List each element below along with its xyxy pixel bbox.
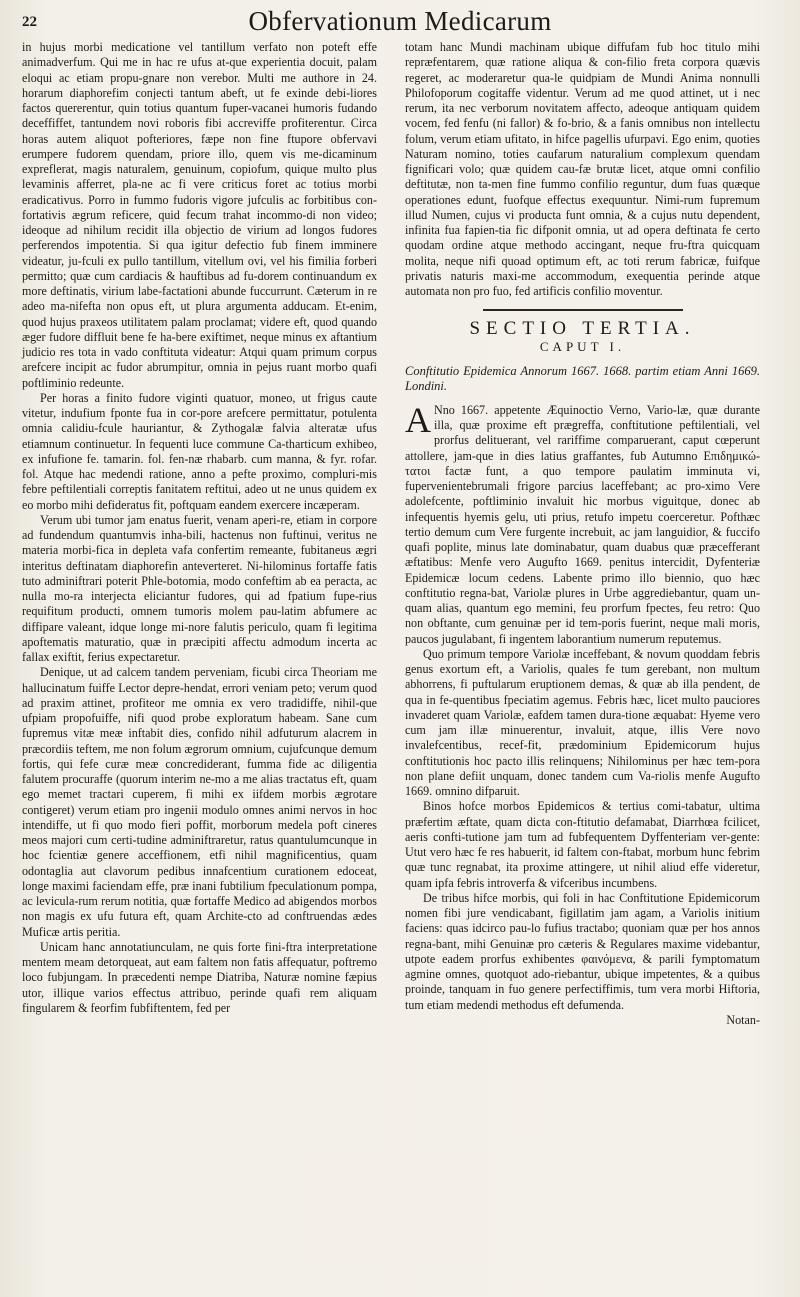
page-header <box>0 6 800 36</box>
page-number: 22 <box>22 14 37 30</box>
chapter-paragraph <box>405 399 760 647</box>
running-title: Obfervationum Medicarum <box>248 6 552 36</box>
catchword: Notan- <box>726 1012 760 1027</box>
section-heading: SECTIO TERTIA. <box>469 318 696 340</box>
left-paragraph: Per horas a finito fudore viginti quatuor, moneo, ut frigus caute vitetur, indufium fponte fua in cor-pore arefcere permittatur, potulenta omnia calidiu-fcule hauriantur, & Zythogalæ falvia alteratæ ufus etiamnum continuetur. In fequenti luce commune Ca-tharticum exhibeo, ex infufione fe. tamarin. fol. fen-næ rhabarb. cum manna, & fyr. rofar. fol. Atque hac medendi ratione, anno a pefte proximo, compluri-mis febre peftilentiali correptis fanitatem reftitui, adeo ut ne unus quidem ex eo morbo mihi defideratus fit, poftquam eandem exercere incæperam. <box>22 390 377 512</box>
drop-capital: A <box>405 399 431 440</box>
left-paragraph: Denique, ut ad calcem tandem perveniam, ficubi circa Theoriam me hallucinatum fuiffe Lector depre-hendat, errori veniam peto; verum quod ad praxim attinet, profiteor me omnia ex vero tradidiffe, nihil-que ufpiam propofuiffe, nifi quod probe exploratum habeam. Sane cum fupremus vitæ meæ inftabit dies, confido nihil adfuturum alacrem in præcordiis teftem, me non folum ægrorum omnium, cujufcunque demum fortis, qui fefe curæ meæ concrediderant, fumma fide ac diligentia falutem procuraffe (quorum interim ne-mo a me alias tractatus eft, quam ego memet tractari cuperem, fi mihi ex iifdem morbis ægrotare contigeret) verum etiam pro ingenii modulo omnes animi nervos in hoc intendiffe, ut fi quo modo fieri poffit, morborum medela poft cineres meos majori cum certi-tudine adminiftraretur, ratus quantulumcunque in hoc fcientiæ genere acceffionem, etfi nihil magnificentius, quam odontaglia aut clavorum pedibus innafcentium curationem edoceat, longe maximi faciendam effe, præ inani fubtilium fpeculationum pompa, ac levicula-rum rerum notitia, quæ fortaffe Medico ad abigendos morbos non magis ex ufu futura eft, quam Archite-cto ad conftruendas ædes Muficæ artis peritia. <box>22 665 377 939</box>
section-divider <box>483 309 683 311</box>
chapter-paragraph-2: Quo primum tempore Variolæ inceffebant, & novum quoddam febris genus exortum eft, a Variolis, quales fe tum gerebant, non multum abhorrens, fi puftularum eruptionem demas, & quæ ab illa pendent, de qua in fe-quentibus fpeciatim agemus. Febris hæc, licet multo pauciores invaderet quam Variolæ, eafdem tamen dura-tione æquabat: Hyeme vero cum jam illæ minuerentur, invaluit, atque, illis Vere novo invalefcentibus, recef-fit, prædominium Epidemicorum hujus conftitutionis hoc pacto illis relinquens; Nihilominus per hæc tem-pora non plane defiit unquam, donec tandem cum Va-riolis menfe Augufto 1669. omnino difparuit. <box>405 646 760 798</box>
left-paragraph: Verum ubi tumor jam enatus fuerit, venam aperi-re, etiam in corpore ad fundendum quantumvis inha-bili, hactenus non fuftinui, veritus ne materia morbi-fica in depleta vafa confertim remeante, fubitaneus ægri interitus deftinatam diaphorefin anteverteret. Ni-hilominus fortaffe fatis tuto adminiftrari poterit Phle-botomia, modo confeftim ab ea peracta, ac nulla mo-ra interjecta eliciantur fudores, qui ad fpatium fupe-rius requifitum producti, omnem tumoris molem pau-latim abfumere ac diffipare valeant, idque longe mi-nore falutis periculo, quam fi legitima apoftematis maturatio, quæ in præcipiti affectu admodum incerta ac fallax exiftit, ferius expectaretur. <box>22 512 377 664</box>
left-paragraph: in hujus morbi medicatione vel tantillum verfato non poteft effe animadverfum. Qui me in hac re ufus at-que experientia docuit, palam eloqui ac etiam propu-gnare non verebor. Multi me authore in 24. horarum diaphorefim conjecti tantum abeft, ut fe exinde debi-liores factos quererentur, quin totius quantum fuper-vacanei humoris fudando deceffiffet, tantundem novi roboris fibi accreviffe profiterentur. Circa horas autem aliquot pofteriores, fæpe non fine ftupore obfervavi erumpere fudorem quendam, priore illo, quem vis me-dicaminum expreflerat, magis naturalem, genuinum, copiofum, quique multo plus levaminis afferret, pla-ne ac fi vere criticus foret ac totius morbi eradicativus. Porro in fummo fudoris vigore jufculis ac forbitibus con-fortativis ægrum reficere, quid fecum trahat incommo-di non video; ideoque ad nihilum recidit illa objectio de virium ad longos fudores perferendos impotentia. Si qua igitur defectio fub finem imminere videatur, ju-fculi ex pullo tantillum, vitellum ovi, vel his fimilia forberi permitto; quæ cum cardiacis & hauftibus ad fu-dorem continuandum ex more deftinatis, virium labe-factationi abunde fuccurrunt. Cæterum in re adeo ma-nifefta non opus eft, ut plura argumenta adducam. Et-enim, quod hujus praxeos utilitatem palam proclamat; videre eft, quod quando æger fudore diffluit bene fe ha-bere exiftimet, neque minus ex aftantium judicio res tota in vado conftituta videatur: Atqui quam primum corpus arefcere incipit ac fudor abrumpitur, omnia in pejus ruant morbo quafi poftliminio redeunte. <box>22 40 377 390</box>
chapter-title: Conftitutio Epidemica Annorum 1667. 1668. partim etiam Anni 1669. Londini. <box>405 363 760 394</box>
chapter-text: Nno 1667. appetente Æquinoctio Verno, Vario-læ, quæ durante illa, quæ proxime eft prægreffa, conftitutione peftilentiali, vel prorfus delituerant, vel rariffime comparuerant, caput cœperunt attollere, jam-que in dies latius graffantes, fub Autumno Επιδημικώ-τατοι factæ funt, a quo tempore paulatim imminuta vi, fupervenientebrumali frigore parcius laceffebant; ac pro-ximo Vere adolefcente, poftliminio invaluit hic morbus viguitque, donec ab infequentis hyemis gelu, uti prius, retufo impetu coerceretur. Pofthæc tertio demum cum Vere furgente increbuit, ac jam languidior, & fuccifo quafi poplite, minus late dominabatur, quam duabus quæ præcefferant æftatibus: Menfe vero Augufto 1669. penitus intercidit, Dyfenteriæ Epidemicæ locum cedens. Labente primo illo biennio, quo hæc conftitutio regna-bat, Variolæ plures in Urbe aggrediebantur, quam un-quam alias, quantum ego memini, feu prorfum fpectes, feu retro: Quo non obftante, cum genuinæ per id tem-poris fuerint, neque mali moris, paucos jugulabant, fi ingentem laborantium numerum reputemus. <box>405 402 760 646</box>
left-column <box>22 40 377 1016</box>
left-paragraph: Unicam hanc annotatiunculam, ne quis forte fini-ftra interpretatione mentem meam detorqueat, aut eam faltem non fatis affequatur, poftremo loco fubjungam. In præcedenti nempe Diatriba, Naturæ nomine fæpius utor, illique varios effectus attribuo, perinde quafi rem aliquam fingularem & feorfim fubfiftentem, fed per <box>22 939 377 1015</box>
right-column <box>405 40 760 1028</box>
chapter-heading: CAPUT I. <box>539 338 626 354</box>
chapter-paragraph-4: De tribus hifce morbis, qui foli in hac Conftitutione Epidemicorum nomen fibi jure vendicabant, figillatim jam agam, a Variolis initium faciens: quas idcirco pau-lo fufius tractabo; quoniam quæ per hos annos regna-bant, mihi Genuinæ pro cæteris & Regulares maxime videbantur, utpote eadem prorfus exhibentes φαινόμενα, & parili fymptomatum agmine omnes, quotquot ado-riebantur, ubique impetentes, & a quibus proinde, tanquam in fuo genere perfectiffimis, tum vera morbi Hiftoria, tum etiam medendi methodus eft defumenda. <box>405 890 760 1012</box>
right-intro-paragraph: totam hanc Mundi machinam ubique diffufam fub hoc titulo mihi repræfentarem, quæ ratione aliqua & con-filio freta corpora quævis regeret, ac moderaretur qua-le quidpiam de Mundi Anima nonnulli Philofoporum cogitaffe videntur. Verum ad me quod attinet, ut i nec rerum, ita nec verborum novitatem affecto, adeoque antiquam quidem vocem, fed fenfu (ni fallor) & fo-brio, & a fanis omnibus non intellectu folum, verum etiam ufitato, in hifce pagellis ufurpavi. Ego enim, quoties Naturam nomino, toties caufarum naturalium complexum quendam fignificari volo; quæ quidem cau-fæ brutæ licet, atque omni confilio deftitutæ, non ta-men fine fummo confilio reguntur, dum fuas quæque operationes edunt, fuofque effectus exequuntur. Nimi-rum fupremum illud Numen, cujus vi producta funt omnia, & a cujus nutu dependent, infinita fua fapien-tia fic difponit omnia, ut ad opera deftinata fe certo quodam ordine atque methodo accingant, neque fru-ftra quicquam molita, neque nifi quoad optimum eft, ac toti rerum fabricæ, fuifque privatis naturis maxi-me accommodum, exequentia perinde atque automata non pro fuo, fed artificis confilio moventur. <box>405 40 760 298</box>
chapter-paragraph-3: Binos hofce morbos Epidemicos & tertius comi-tabatur, ultima præfertim æftate, quam dicta con-ftitutio defamabat, Diarrhœa fcilicet, aeris confti-tutione jam tum ad fubfequentem Dyffenteriam ver-gente: Utut vero hæc fe res habuerit, id faltem con-ftabat, morbum hunc febrim quæ tunc regnabat, ita proxime attingere, ut nihil aliud effe videretur, quam ipfa febris introverfa & vifceribus incumbens. <box>405 799 760 890</box>
